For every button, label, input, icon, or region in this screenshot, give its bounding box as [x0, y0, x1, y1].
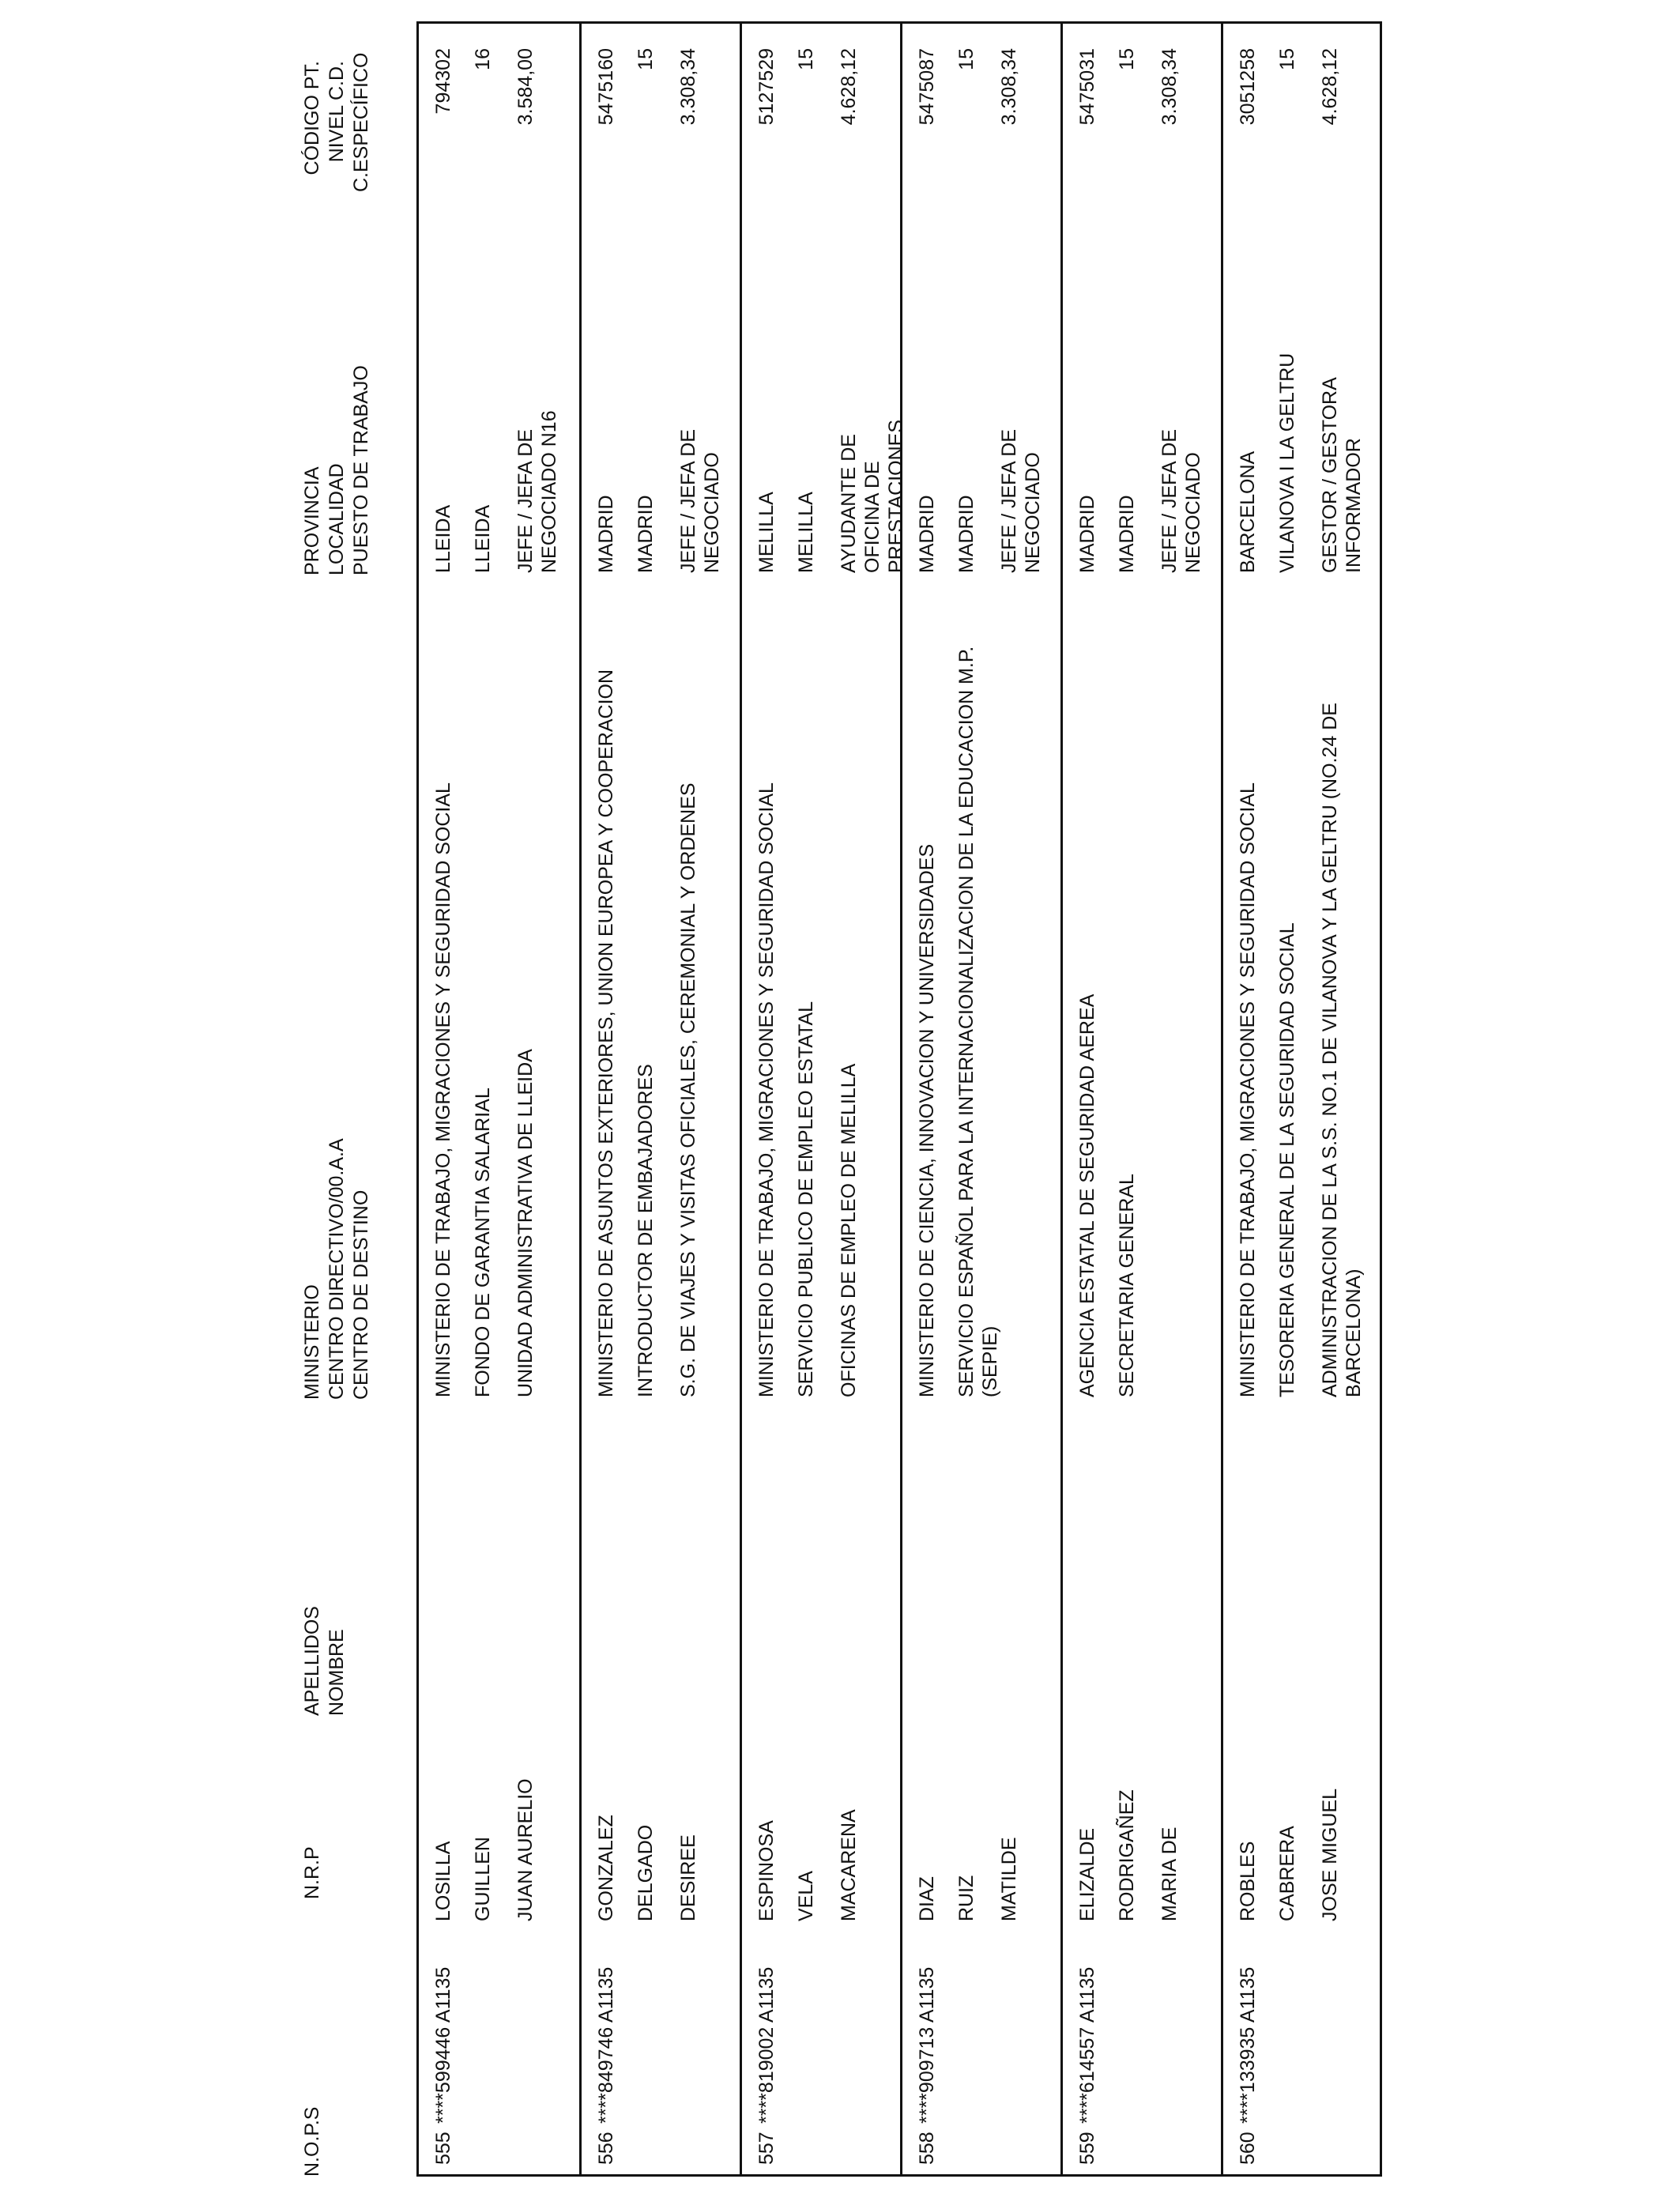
- nrp-cell: ****909713 A1135: [916, 1966, 938, 2124]
- header-codigo-nivel: [300, 52, 374, 192]
- provincia-cell: MADRID: [595, 495, 617, 573]
- nrp-cell: ****599446 A1135: [432, 1966, 454, 2124]
- codigo-cell: 5475031: [1076, 48, 1098, 126]
- ministerio-cell: AGENCIA ESTATAL DE SEGURIDAD AEREA: [1076, 993, 1098, 1397]
- apellido2-cell: CABRERA: [1276, 1826, 1298, 1921]
- centro-destino-cell: ADMINISTRACION DE LA S.S. NO.1 DE VILANOVA Y LA GELTRU (NO.24 DE BARCELONA): [1319, 703, 1365, 1397]
- provincia-cell: MADRID: [1076, 495, 1098, 573]
- especifico-cell: 3.308,34: [1158, 48, 1181, 126]
- codigo-cell: 5475160: [595, 48, 617, 126]
- header-nombre-label: NOMBRE: [326, 1629, 348, 1716]
- nombre-cell: JOSE MIGUEL: [1319, 1788, 1341, 1921]
- ministerio-cell: MINISTERIO DE TRABAJO, MIGRACIONES Y SEGURIDAD SOCIAL: [432, 782, 454, 1397]
- especifico-cell: 3.308,34: [677, 48, 699, 126]
- table-row: [419, 24, 579, 2174]
- header-centro-destino-label: CENTRO DE DESTINO: [350, 1189, 372, 1400]
- ministerio-cell: MINISTERIO DE ASUNTOS EXTERIORES, UNION EUROPEA Y COOPERACION: [595, 669, 617, 1397]
- provincia-cell: MELILLA: [755, 492, 778, 573]
- nivel-cell: 15: [1276, 48, 1298, 70]
- header-apellidos-label: APELLIDOS: [301, 1606, 323, 1716]
- centro-directivo-cell: SERVICIO ESPAÑOL PARA LA INTERNACIONALIZACION DE LA EDUCACION M.P. (SEPIE): [955, 646, 1001, 1397]
- nops-cell: 555: [432, 2132, 454, 2165]
- table-row: [1060, 24, 1221, 2174]
- codigo-cell: 5127529: [755, 48, 778, 126]
- provincia-cell: BARCELONA: [1237, 450, 1259, 573]
- table-row: [579, 24, 740, 2174]
- localidad-cell: LLEIDA: [472, 504, 494, 573]
- centro-directivo-cell: FONDO DE GARANTIA SALARIAL: [472, 1088, 494, 1397]
- especifico-cell: 3.584,00: [514, 48, 537, 126]
- header-provincia-puesto: [300, 365, 374, 575]
- puesto-cell: JEFE / JEFA DE NEGOCIADO N16: [514, 410, 560, 573]
- nops-cell: 558: [916, 2132, 938, 2165]
- codigo-cell: 794302: [432, 48, 454, 115]
- header-localidad-label: LOCALIDAD: [326, 463, 348, 575]
- nops-cell: 557: [755, 2132, 778, 2165]
- apellido1-cell: ROBLES: [1237, 1841, 1259, 1921]
- apellido1-cell: GONZALEZ: [595, 1815, 617, 1921]
- centro-destino-cell: S.G. DE VIAJES Y VISITAS OFICIALES, CEREMONIAL Y ORDENES: [677, 782, 699, 1397]
- puesto-cell: JEFE / JEFA DE NEGOCIADO: [998, 429, 1044, 573]
- header-ministerio-centro: [300, 1138, 374, 1400]
- centro-directivo-cell: SERVICIO PUBLICO DE EMPLEO ESTATAL: [795, 1001, 817, 1397]
- nops-cell: 560: [1237, 2132, 1259, 2165]
- especifico-cell: 4.628,12: [1319, 48, 1341, 126]
- localidad-cell: VILANOVA I LA GELTRU: [1276, 352, 1298, 573]
- header-nrp: [300, 1846, 325, 1899]
- nrp-cell: ****614557 A1135: [1076, 1966, 1098, 2124]
- table-row: [740, 24, 907, 2174]
- centro-directivo-cell: SECRETARIA GENERAL: [1116, 1174, 1138, 1397]
- nivel-cell: 15: [795, 48, 817, 70]
- localidad-cell: MADRID: [1116, 495, 1138, 573]
- nrp-cell: ****819002 A1135: [755, 1966, 778, 2124]
- apellido2-cell: RODRIGAÑEZ: [1116, 1789, 1138, 1921]
- header-apellidos-nombre: [300, 1606, 349, 1716]
- centro-destino-cell: UNIDAD ADMINISTRATIVA DE LLEIDA: [514, 1049, 537, 1397]
- especifico-cell: 4.628,12: [838, 48, 860, 126]
- nombre-cell: JUAN AURELIO: [514, 1778, 537, 1921]
- puesto-cell: GESTOR / GESTORA INFORMADOR: [1319, 378, 1365, 573]
- codigo-cell: 3051258: [1237, 48, 1259, 126]
- localidad-cell: MADRID: [635, 495, 657, 573]
- provincia-cell: LLEIDA: [432, 504, 454, 573]
- localidad-cell: MADRID: [955, 495, 977, 573]
- apellido1-cell: ELIZALDE: [1076, 1827, 1098, 1921]
- apellido2-cell: RUIZ: [955, 1875, 977, 1921]
- puesto-cell: JEFE / JEFA DE NEGOCIADO: [677, 429, 723, 573]
- apellido1-cell: LOSILLA: [432, 1841, 454, 1921]
- header-nops: [300, 2107, 325, 2177]
- codigo-cell: 5475087: [916, 48, 938, 126]
- ministerio-cell: MINISTERIO DE TRABAJO, MIGRACIONES Y SEGURIDAD SOCIAL: [755, 782, 778, 1397]
- nombre-cell: MATILDE: [998, 1837, 1020, 1921]
- header-codigo-label: CÓDIGO PT.: [301, 61, 323, 175]
- puesto-cell: AYUDANTE DE OFICINA DE PRESTACIONES: [838, 419, 907, 573]
- header-nivel-label: NIVEL C.D.: [326, 61, 348, 163]
- header-especifico-label: C.ESPECÍFICO: [350, 52, 372, 192]
- nops-cell: 556: [595, 2132, 617, 2165]
- apellido2-cell: DELGADO: [635, 1824, 657, 1921]
- centro-directivo-cell: INTRODUCTOR DE EMBAJADORES: [635, 1064, 657, 1397]
- apellido1-cell: ESPINOSA: [755, 1820, 778, 1921]
- puesto-cell: JEFE / JEFA DE NEGOCIADO: [1158, 429, 1204, 573]
- centro-destino-cell: OFICINAS DE EMPLEO DE MELILLA: [838, 1063, 860, 1397]
- data-table: [416, 21, 1382, 2177]
- nivel-cell: 15: [1116, 48, 1138, 70]
- nivel-cell: 15: [635, 48, 657, 70]
- apellido2-cell: VELA: [795, 1871, 817, 1921]
- especifico-cell: 3.308,34: [998, 48, 1020, 126]
- ministerio-cell: MINISTERIO DE TRABAJO, MIGRACIONES Y SEGURIDAD SOCIAL: [1237, 782, 1259, 1397]
- table-row: [1221, 24, 1381, 2174]
- nivel-cell: 15: [955, 48, 977, 70]
- nombre-cell: MACARENA: [838, 1809, 860, 1921]
- localidad-cell: MELILLA: [795, 492, 817, 573]
- header-nrp-label: N.R.P: [301, 1846, 323, 1899]
- apellido1-cell: DIAZ: [916, 1876, 938, 1921]
- apellido2-cell: GUILLEN: [472, 1837, 494, 1921]
- centro-directivo-cell: TESORERIA GENERAL DE LA SEGURIDAD SOCIAL: [1276, 922, 1298, 1397]
- nivel-cell: 16: [472, 48, 494, 70]
- nombre-cell: DESIREE: [677, 1834, 699, 1921]
- provincia-cell: MADRID: [916, 495, 938, 573]
- nombre-cell: MARIA DE: [1158, 1826, 1181, 1921]
- nops-cell: 559: [1076, 2132, 1098, 2165]
- table-row: [900, 24, 1060, 2174]
- header-nops-label: N.O.P.S: [301, 2106, 323, 2177]
- nrp-cell: ****849746 A1135: [595, 1966, 617, 2124]
- header-centro-directivo-label: CENTRO DIRECTIVO/00.A.A: [326, 1138, 348, 1400]
- header-provincia-label: PROVINCIA: [301, 466, 323, 575]
- nrp-cell: ****133935 A1135: [1237, 1966, 1259, 2124]
- header-ministerio-label: MINISTERIO: [301, 1284, 323, 1400]
- ministerio-cell: MINISTERIO DE CIENCIA, INNOVACION Y UNIVERSIDADES: [916, 843, 938, 1397]
- header-puesto-label: PUESTO DE TRABAJO: [350, 365, 372, 575]
